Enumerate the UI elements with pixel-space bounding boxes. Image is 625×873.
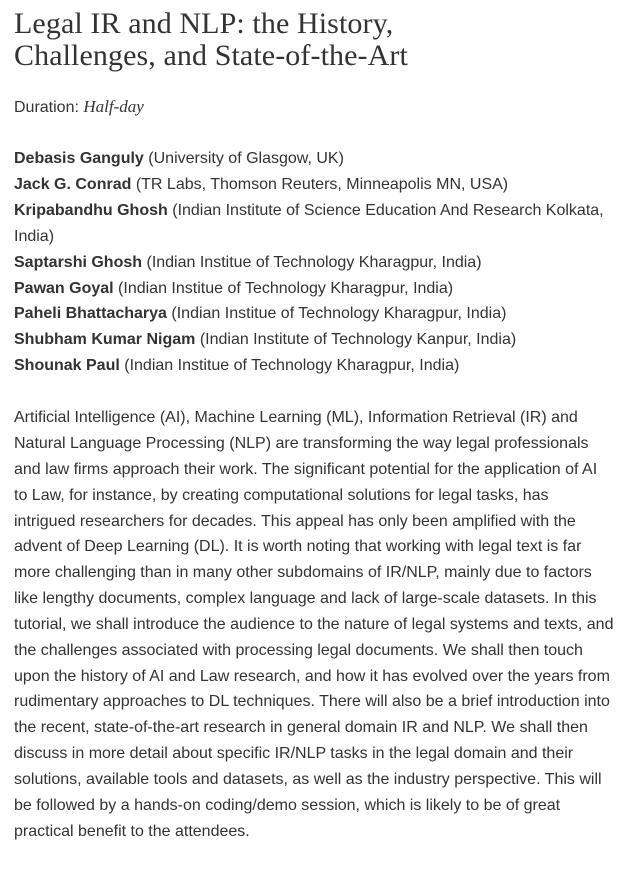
duration-row	[14, 96, 615, 119]
author-affiliation: (Indian Institue of Technology Kharagpur, India)	[124, 357, 460, 375]
page-title	[14, 8, 615, 72]
title-line-1: Legal IR and NLP: the History,	[14, 7, 394, 40]
author-name: Jack G. Conrad	[14, 175, 132, 193]
author-item	[14, 250, 615, 276]
author-name: Shounak Paul	[14, 357, 120, 375]
author-name: Debasis Ganguly	[14, 150, 144, 167]
abstract-paragraph: Artificial Intelligence (AI), Machine Learning (ML), Information Retrieval (IR) and Natural Language Processing (NLP) are transforming the way legal professionals and law firms approach their work. The significant potential for the application of AI to Law, for instance, by creating computational solutions for legal tasks, has intrigued researchers for decades. This appeal has only been amplified with the advent of Deep Learning (DL). It is worth noting that working with legal text is far more challenging than in many other subdomains of IR/NLP, mainly due to factors like lengthy documents, complex language and lack of large-scale datasets. In this tutorial, we shall introduce the audience to the nature of legal systems and texts, and the challenges associated with processing legal documents. We shall then touch upon the history of AI and Law research, and how it has evolved over the years from rudimentary approaches to DL techniques. There will also be a brief introduction into the recent, state-of-the-art research in general domain IR and NLP. We shall then discuss in more detail about specific IR/NLP tasks in the legal domain and their solutions, available tools and datasets, as well as the industry perspective. This will be followed by a hands-on coding/demo session, which is likely to be of great practical benefit to the attendees.	[14, 409, 614, 840]
author-affiliation: (Indian Institute of Technology Kanpur, India)	[199, 331, 517, 349]
author-name: Saptarshi Ghosh	[14, 253, 143, 271]
author-affiliation: (Indian Institue of Technology Kharagpur, India)	[118, 279, 454, 297]
author-item	[14, 198, 615, 250]
author-item	[14, 301, 615, 327]
author-affiliation: (Indian Institue of Technology Kharagpur, India)	[171, 305, 507, 323]
duration-value: Half-day	[83, 97, 144, 116]
author-name: Shubham Kumar Nigam	[14, 331, 196, 349]
author-item	[14, 276, 615, 302]
author-affiliation: (TR Labs, Thomson Reuters, Minneapolis MN, USA)	[135, 175, 509, 193]
duration-label: Duration:	[14, 99, 79, 116]
author-affiliation: (Indian Institue of Technology Kharagpur, India)	[146, 253, 482, 271]
author-name: Paheli Bhattacharya	[14, 305, 167, 323]
author-affiliation: (Indian Institute of Science Education And Research Kolkata, India)	[14, 201, 604, 245]
author-item	[14, 172, 615, 198]
author-item	[14, 353, 615, 379]
author-name: Pawan Goyal	[14, 279, 114, 297]
author-item	[14, 327, 615, 353]
author-list	[14, 146, 615, 379]
author-name: Kripabandhu Ghosh	[14, 201, 168, 219]
author-item	[14, 146, 615, 172]
title-line-2: Challenges, and State-of-the-Art	[14, 39, 408, 72]
author-affiliation: (University of Glasgow, UK)	[148, 150, 344, 167]
